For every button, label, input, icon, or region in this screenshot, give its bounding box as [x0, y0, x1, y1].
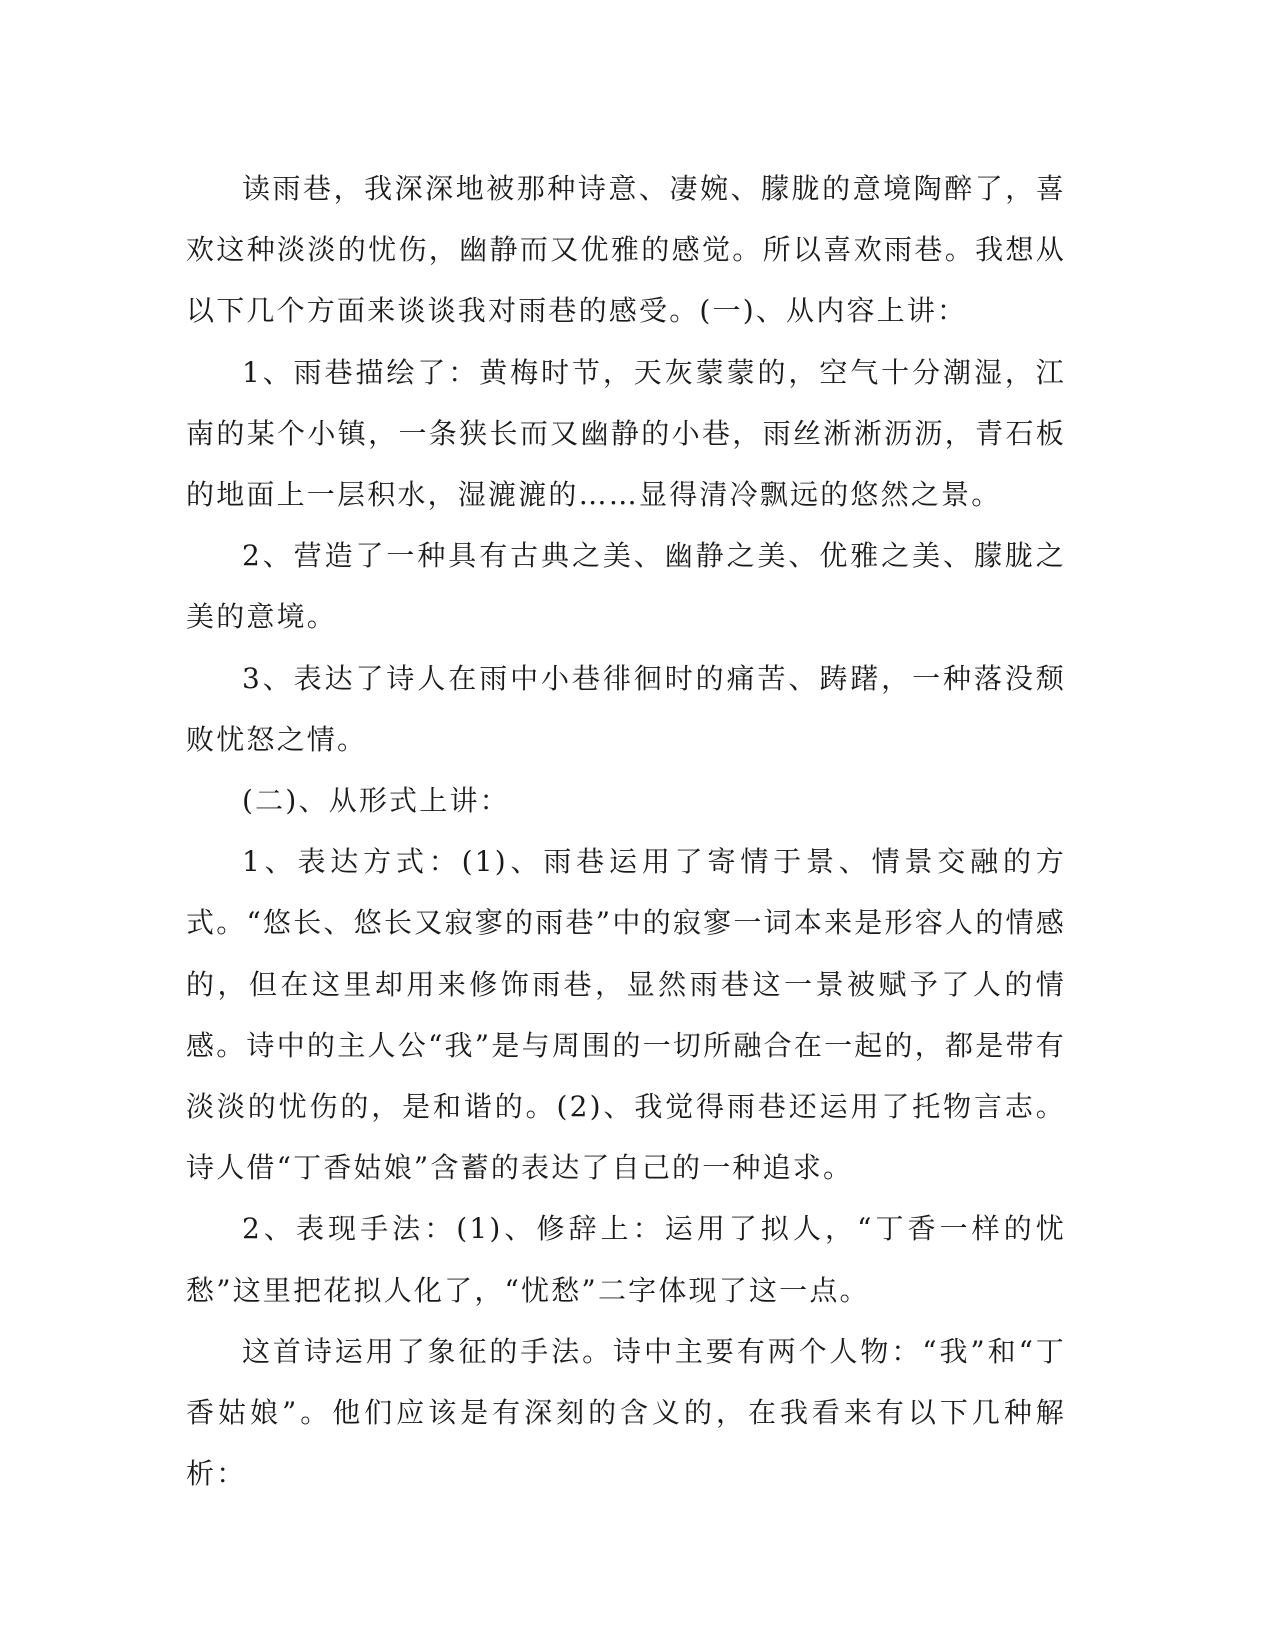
paragraph-content-1: 1、雨巷描绘了：黄梅时节，天灰蒙蒙的，空气十分潮湿，江南的某个小镇，一条狭长而又幽静的小巷，雨丝淅淅沥沥，青石板的地面上一层积水，湿漉漉的……显得清冷飘远的悠然之景。	[186, 355, 1066, 512]
paragraph-form-2: 2、表现手法：(1)、修辞上：运用了拟人，“丁香一样的忧愁”这里把花拟人化了，“忧愁”二字体现了这一点。	[186, 1212, 1066, 1307]
paragraph-symbolism: 这首诗运用了象征的手法。诗中主要有两个人物：“我”和“丁香姑娘”。他们应该是有深刻的含义的，在我看来有以下几种解析：	[186, 1334, 1066, 1491]
paragraph-intro: 读雨巷，我深深地被那种诗意、凄婉、朦胧的意境陶醉了，喜欢这种淡淡的忧伤，幽静而又优雅的感觉。所以喜欢雨巷。我想从以下几个方面来谈谈我对雨巷的感受。(一)、从内容上讲：	[186, 172, 1066, 328]
paragraph-content-2: 2、营造了一种具有古典之美、幽静之美、优雅之美、朦胧之美的意境。	[186, 539, 1066, 634]
paragraph-form-1: 1、表达方式：(1)、雨巷运用了寄情于景、情景交融的方式。“悠长、悠长又寂寥的雨巷”中的寂寥一词本来是形容人的情感的，但在这里却用来修饰雨巷，显然雨巷这一景被赋予了人的情感。诗中的主人公“我”是与周围的一切所融合在一起的，都是带有淡淡的忧伤的，是和谐的。(2)、我觉得雨巷还运用了托物言志。诗人借“丁香姑娘”含蓄的表达了自己的一种追求。	[186, 845, 1066, 1185]
paragraph-content-3: 3、表达了诗人在雨中小巷徘徊时的痛苦、踌躇，一种落没颓败忧怒之情。	[186, 661, 1066, 756]
section-heading-form: (二)、从形式上讲：	[242, 784, 510, 818]
document-page	[186, 158, 1066, 1504]
